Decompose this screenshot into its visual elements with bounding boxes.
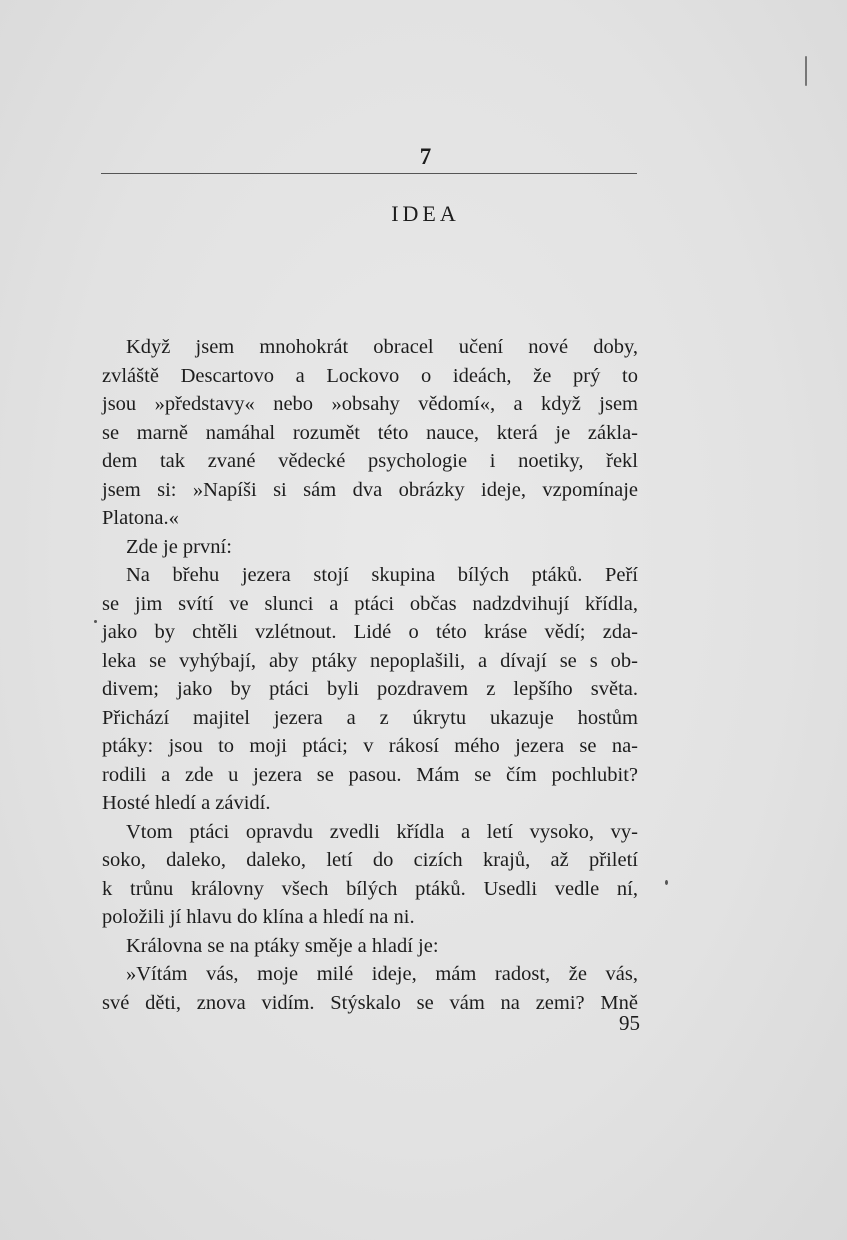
text-line: dem tak zvané vědecké psychologie i noetiky, řekl	[102, 450, 638, 472]
text-line: jsem si: »Napíši si sám dva obrázky ideje, vzpomínaje	[102, 478, 638, 501]
text-line: k trůnu královny všech bílých ptáků. Usedli vedle ní,	[102, 877, 638, 900]
text-line: jako by chtěli vzlétnout. Lidé o této kráse vědí; zda-	[102, 621, 638, 643]
text-line: leka se vyhýbají, aby ptáky nepoplašili, a dívají se s ob-	[102, 649, 638, 672]
text-line: své děti, znova vidím. Stýskalo se vám na zemi? Mně	[102, 991, 638, 1014]
text-line: se jim svítí ve slunci a ptáci občas nadzdvihují křídla,	[102, 592, 638, 615]
paper-speck	[665, 880, 668, 885]
body-text	[102, 333, 638, 1017]
text-line: Zde je první:	[126, 535, 232, 558]
page-number: 95	[619, 1011, 640, 1035]
text-line: se marně namáhal rozumět této nauce, která je zákla-	[102, 421, 638, 444]
chapter-divider	[101, 173, 637, 174]
text-line: divem; jako by ptáci byli pozdravem z lepšího světa.	[102, 678, 638, 700]
text-line: položili jí hlavu do klína a hledí na ni.	[102, 906, 415, 928]
text-line: ptáky: jsou to moji ptáci; v rákosí mého jezera se na-	[102, 735, 638, 757]
text-line: rodili a zde u jezera se pasou. Mám se čím pochlubit?	[102, 763, 638, 786]
text-line: jsou »představy« nebo »obsahy vědomí«, a když jsem	[102, 393, 638, 415]
text-line: Vtom ptáci opravdu zvedli křídla a letí vysoko, vy-	[126, 820, 638, 843]
chapter-title: IDEA	[391, 201, 460, 226]
text-line: Hosté hledí a závidí.	[102, 792, 271, 814]
text-line: Na břehu jezera stojí skupina bílých ptáků. Peří	[126, 564, 638, 586]
text-line: »Vítám vás, moje milé ideje, mám radost, že vás,	[126, 963, 638, 985]
text-line: Platona.«	[102, 507, 179, 529]
text-line: Když jsem mnohokrát obracel učení nové doby,	[126, 336, 638, 358]
text-line: soko, daleko, daleko, letí do cizích krajů, až přiletí	[102, 849, 638, 871]
chapter-number: 7	[419, 144, 432, 169]
paper-speck	[805, 56, 807, 86]
text-line: Královna se na ptáky směje a hladí je:	[126, 934, 439, 957]
paper-speck	[94, 620, 97, 623]
text-line: zvláště Descartovo a Lockovo o ideách, že prý to	[102, 364, 638, 387]
text-line: Přichází majitel jezera a z úkrytu ukazuje hostům	[102, 706, 638, 729]
